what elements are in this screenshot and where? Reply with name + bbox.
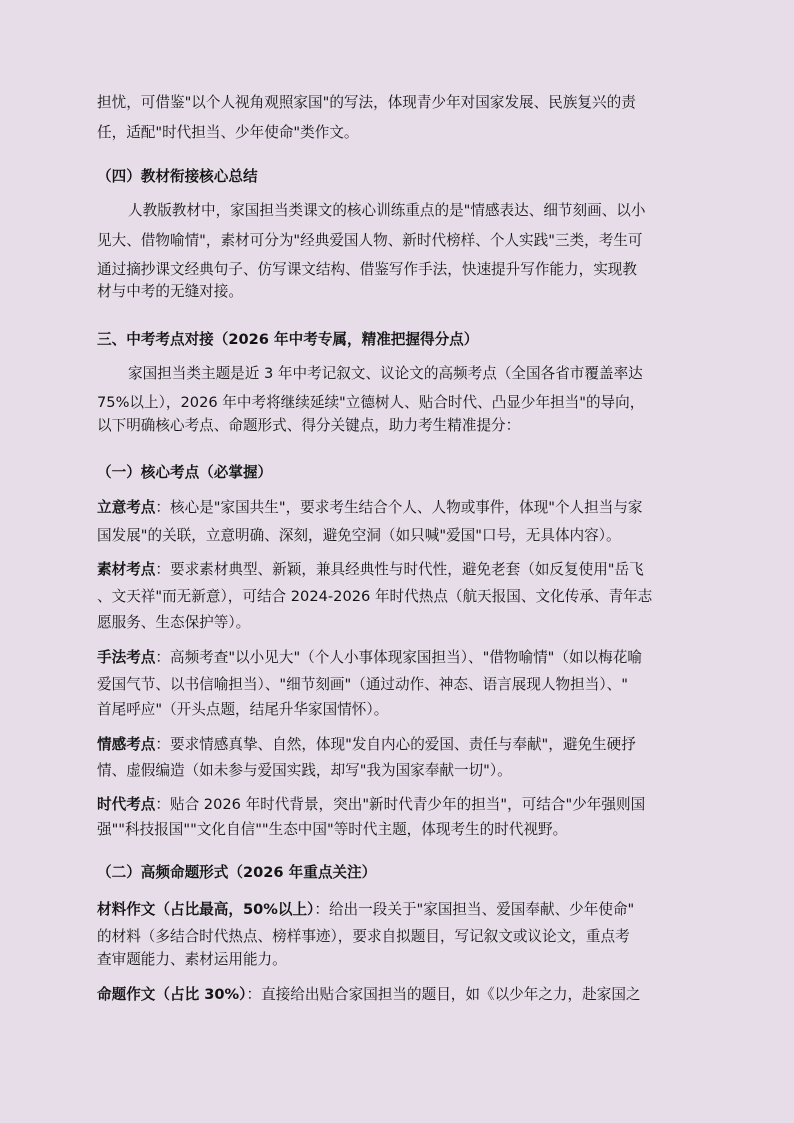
- body-text-line: 、文天祥"而无新意），可结合 2024-2026 年时代热点（航天报国、文化传承、青年志: [97, 588, 653, 605]
- paragraph-first-line: 家国担当类主题是近 3 年中考记叙文、议论文的高频考点（全国各省市覆盖率达: [128, 365, 643, 382]
- point-line: [97, 795, 645, 815]
- point-text: ：要求素材典型、新颖，兼具经典性与时代性，避免老套（如反复使用"岳飞: [155, 561, 644, 578]
- point-label: 材料作文（占比最高，50%以上）: [97, 901, 315, 918]
- point-line: [97, 900, 634, 920]
- body-text-line: 通过摘抄课文经典句子、仿写课文结构、借鉴写作手法，快速提升写作能力，实现教: [97, 261, 637, 278]
- point-text: ：高频考查"以小见大"（个人小事体现家国担当）、"借物喻情"（如以梅花喻: [155, 649, 642, 666]
- body-text-line: 情、虚假编造（如未参与爱国实践，却写"我为国家奉献一切"）。: [97, 762, 512, 779]
- body-text-line: 爱国气节、以书信喻担当）、"细节刻画"（通过动作、神态、语言展现人物担当）、": [97, 676, 628, 693]
- body-text-line: 担忧，可借鉴"以个人视角观照家国"的写法，体现青少年对国家发展、民族复兴的责: [97, 94, 636, 111]
- point-label: 手法考点: [97, 649, 156, 666]
- section-heading: （一）核心考点（必掌握）: [97, 464, 273, 481]
- point-label: 素材考点: [97, 561, 156, 578]
- point-line: [97, 985, 641, 1005]
- point-text: ：核心是"家国共生"，要求考生结合个人、人物或事件，体现"个人担当与家: [155, 499, 643, 516]
- body-text-line: 任，适配"时代担当、少年使命"类作文。: [97, 124, 359, 141]
- body-text-line: 以下明确核心考点、命题形式、得分关键点，助力考生精准提分：: [97, 417, 521, 434]
- point-label: 命题作文（占比 30%）: [97, 986, 247, 1003]
- body-text-line: 愿服务、生态保护等）。: [97, 614, 251, 631]
- point-line: [97, 560, 644, 580]
- body-text-line: 75%以上），2026 年中考将继续延续"立德树人、贴合时代、凸显少年担当"的导向，: [97, 394, 645, 411]
- chapter-heading: 三、中考考点对接（2026 年中考专属，精准把握得分点）: [97, 331, 479, 348]
- section-heading: （四）教材衔接核心总结: [97, 168, 258, 185]
- point-line: [97, 735, 636, 755]
- point-label: 立意考点: [97, 499, 156, 516]
- point-line: [97, 648, 642, 668]
- body-text-line: 的材料（多结合时代热点、榜样事迹），要求自拟题目，写记叙文或议论文，重点考: [97, 928, 630, 945]
- point-text: ：贴合 2026 年时代背景，突出"新时代青少年的担当"，可结合"少年强则国: [155, 796, 646, 813]
- point-label: 情感考点: [97, 736, 156, 753]
- body-text-line: 强""科技报国""文化自信""生态中国"等时代主题，体现考生的时代视野。: [97, 821, 568, 838]
- point-text: ：要求情感真挚、自然，体现"发自内心的爱国、责任与奉献"，避免生硬抒: [155, 736, 636, 753]
- body-text-line: 材与中考的无缝对接。: [97, 283, 243, 300]
- section-heading: （二）高频命题形式（2026 年重点关注）: [97, 864, 377, 881]
- body-text-line: 见大、借物喻情"，素材可分为"经典爱国人物、新时代榜样、个人实践"三类，考生可: [97, 232, 643, 249]
- point-text: ：给出一段关于"家国担当、爱国奉献、少年使命": [314, 901, 635, 918]
- point-label: 时代考点: [97, 796, 156, 813]
- point-line: [97, 498, 643, 518]
- body-text-line: 首尾呼应"（开头点题，结尾升华家国情怀）。: [97, 701, 389, 718]
- paragraph-first-line: 人教版教材中，家国担当类课文的核心训练重点的是"情感表达、细节刻画、以小: [128, 202, 646, 219]
- body-text-line: 查审题能力、素材运用能力。: [97, 951, 287, 968]
- point-text: ：直接给出贴合家国担当的题目，如《以少年之力，赴家国之: [246, 986, 641, 1003]
- body-text-line: 国发展"的关联，立意明确、深刻，避免空洞（如只喊"爱国"口号，无具体内容）。: [97, 527, 621, 544]
